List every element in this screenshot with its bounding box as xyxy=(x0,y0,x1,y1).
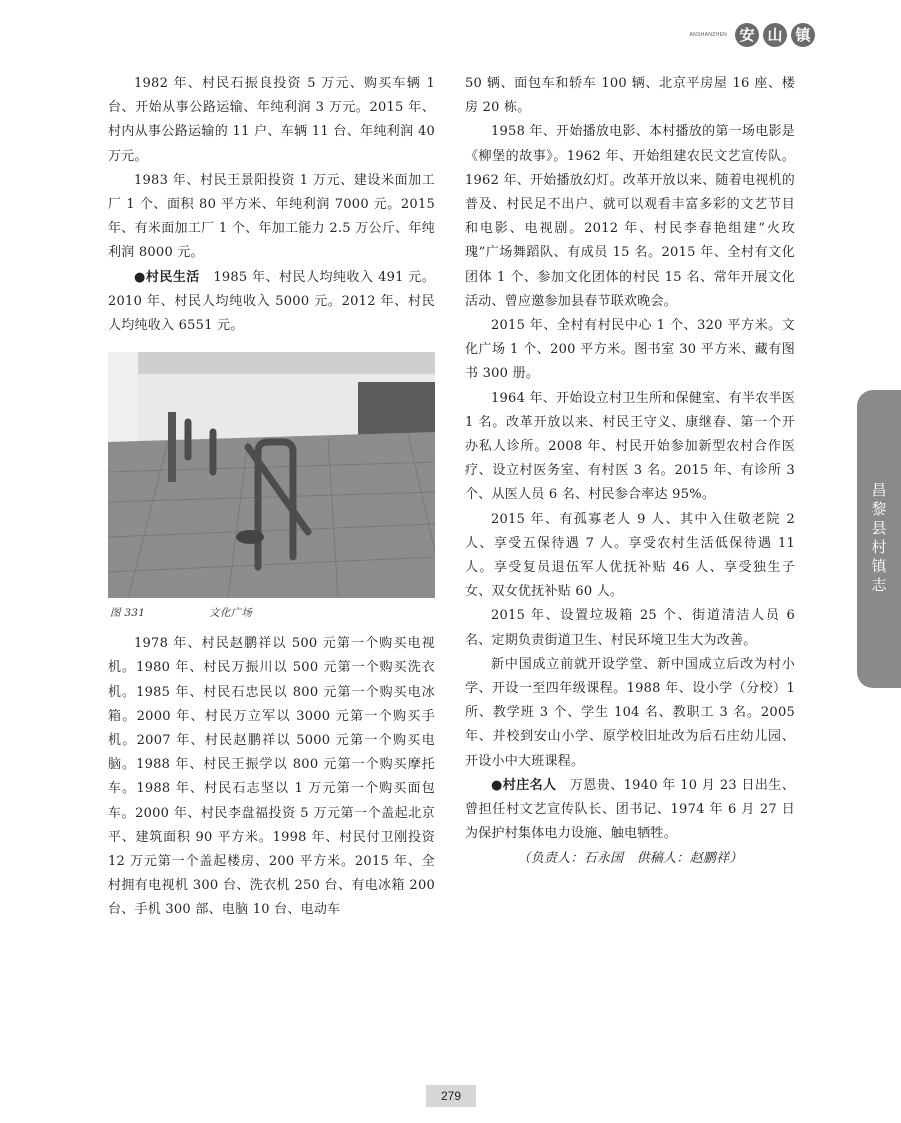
caption-number: 图 331 xyxy=(110,607,146,620)
paragraph-villager-life xyxy=(108,266,435,339)
header-pinyin: ANSHANZHEN xyxy=(689,32,727,38)
header-char-an: 安 xyxy=(735,23,759,47)
side-tab-label: 昌黎县村镇志 xyxy=(869,482,888,596)
right-column xyxy=(465,72,795,871)
paragraph-culture: 1958 年、开始播放电影、本村播放的第一场电影是《柳堡的故事》。1962 年、开始组建农民文艺宣传队。1962 年、开始播放幻灯。改革开放以来、随着电视机的普及、村民足不出户、就可以观看丰富多彩的文艺节目和电影、电视剧。2012 年、村民李春艳组建“火玫瑰”广场舞蹈队、有成员 15 名。2015 年、全村有文化团体 1 个、参加文化团体的村民 15 名、常年开展文化活动、曾应邀参加县春节联欢晚会。 xyxy=(465,124,795,309)
paragraph-facilities: 2015 年、全村有村民中心 1 个、320 平方米。文化广场 1 个、200 平方米。图书室 30 平方米、藏有图书 300 册。 xyxy=(465,318,795,382)
paragraph-school: 新中国成立前就开设学堂、新中国成立后改为村小学、开设一至四年级课程。1988 年、设小学（分校）1 所、教学班 3 个、学生 104 名、教职工 3 名。2005 年、并校到安山小学、原学校旧址改为后石庄幼儿园、开设小中大班课程。 xyxy=(465,656,795,769)
left-column xyxy=(108,72,435,923)
paragraph-welfare: 2015 年、有孤寡老人 9 人、其中入住敬老院 2 人、享受五保待遇 7 人。享受农村生活低保待遇 11 人。享受复员退伍军人优抚补贴 46 人、享受独生子女、双女优抚补贴 60 人。 xyxy=(465,511,795,600)
signoff: （负责人：石永国 供稿人：赵鹏祥） xyxy=(517,850,743,866)
paragraph-first-purchases: 1978 年、村民赵鹏祥以 500 元第一个购买电视机。1980 年、村民万振川以 500 元第一个购买洗衣机。1985 年、村民石忠民以 800 元第一个购买电冰箱。2000 年、村民万立军以 3000 元第一个购买手机。2007 年、村民赵鹏祥以 5000 元第一个购买电脑。1988 年、村民王振学以 800 元第一个购买摩托车。1988 年、村民石志坚以 1 万元第一个购买面包车。2000 年、村民李盘福投资 5 万元第一个盖起北京平、建筑面积 90 平方米。1998 年、村民付卫刚投资 12 万元第一个盖起楼房、200 平方米。2015 年、全村拥有电视机 300 台、洗衣机 250 台、有电冰箱 200 台、手机 300 部、电脑 10 台、电动车 xyxy=(108,636,435,918)
side-tab xyxy=(857,390,901,688)
paragraph-transport: 1982 年、村民石振良投资 5 万元、购买车辆 1 台、开始从事公路运输、年纯利润 3 万元。2015 年、村内从事公路运输的 11 户、车辆 11 台、年纯利润 40 万元。 xyxy=(108,76,435,164)
header-char-zhen: 镇 xyxy=(791,23,815,47)
paragraph-notable-text: 万恩贵、1940 年 10 月 23 日出生、曾担任村文艺宣传队长、团书记、1974 年 6 月 27 日为保护村集体电力设施、触电牺牲。 xyxy=(465,777,795,842)
paragraph-notable-person xyxy=(465,774,795,847)
paragraph-continued-vehicles: 50 辆、面包车和轿车 100 辆、北京平房屋 16 座、楼房 20 栋。 xyxy=(465,76,795,116)
section-heading-villager-life: ●村民生活 xyxy=(134,269,200,285)
photo-caption xyxy=(108,602,435,632)
paragraph-health: 1964 年、开始设立村卫生所和保健室、有半农半医 1 名。改革开放以来、村民王守义、康继春、第一个开办私人诊所。2008 年、村民开始参加新型农村合作医疗、设立村医务室、有村医 3 名。2015 年、有诊所 3 个、从医人员 6 名、村民参合率达 95%。 xyxy=(465,390,795,503)
section-heading-notable: ●村庄名人 xyxy=(491,777,557,793)
paragraph-mill: 1983 年、村民王景阳投资 1 万元、建设米面加工厂 1 个、面积 80 平方米、年纯利润 7000 元。2015 年、有米面加工厂 1 个、年加工能力 2.5 万公斤、年纯利润 8000 元。 xyxy=(108,172,435,261)
paragraph-income: 1985 年、村民人均纯收入 491 元。2010 年、村民人均纯收入 5000 元。2012 年、村民人均纯收入 6551 元。 xyxy=(108,269,435,334)
header-char-shan: 山 xyxy=(763,23,787,47)
page-header xyxy=(690,22,815,48)
caption-text: 文化广场 xyxy=(209,607,253,620)
cultural-square-photo xyxy=(108,352,435,598)
paragraph-sanitation: 2015 年、设置垃圾箱 25 个、街道清洁人员 6 名、定期负责街道卫生、村民环境卫生大为改善。 xyxy=(465,608,795,648)
page-number: 279 xyxy=(426,1085,476,1107)
